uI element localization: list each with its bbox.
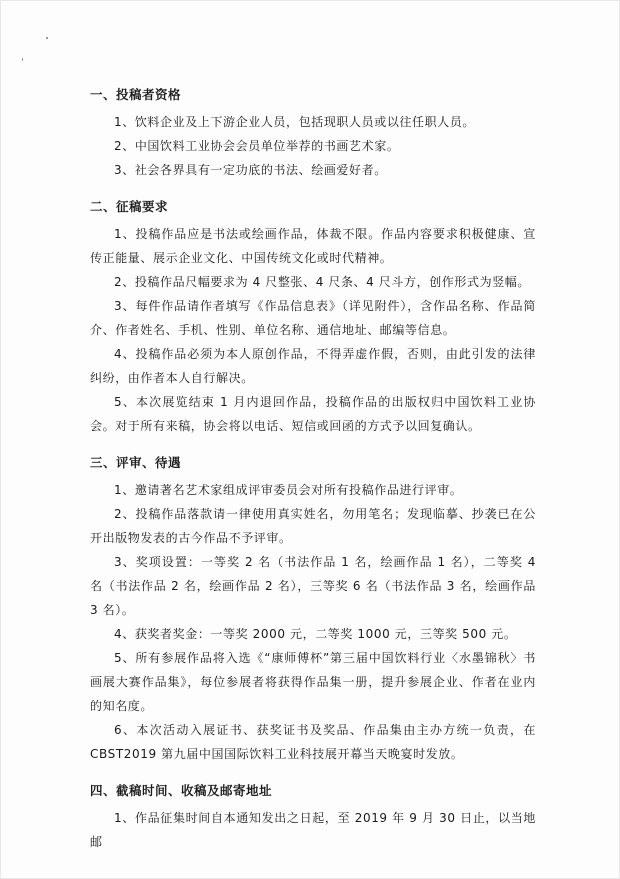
paragraph: 1、邀请著名艺术家组成评审委员会对所有投稿作品进行评审。 bbox=[114, 483, 463, 497]
paragraph: 5、所有参展作品将入选《“康师傅杯”第三届中国饮料行业〈水墨锦秋〉书画展大赛作品集》，每位参展者将获得作品集一册，提升参展企业、作者在业内的知名度。 bbox=[90, 651, 536, 713]
paragraph: 5、本次展览结束 1 月内退回作品，投稿作品的出版权归中国饮料工业协会。对于所有来稿，协会将以电话、短信或回函的方式予以回复确认。 bbox=[90, 395, 536, 433]
paragraph: 3、社会各界具有一定功底的书法、绘画爱好者。 bbox=[114, 163, 387, 177]
paragraph: 1、作品征集时间自本通知发出之日起，至 2019 年 9 月 30 日止，以当地邮 bbox=[90, 811, 536, 849]
paragraph: 3、每件作品请作者填写《作品信息表》（详见附件），含作品名称、作品简介、作者姓名、手机、性别、单位名称、通信地址、邮编等信息。 bbox=[90, 299, 536, 337]
paragraph: 1、饮料企业及上下游企业人员，包括现职人员或以往任职人员。 bbox=[114, 115, 476, 129]
document-body bbox=[90, 84, 536, 854]
paragraph: 2、投稿作品尺幅要求为 4 尺整张、4 尺条、4 尺斗方，创作形式为竖幅。 bbox=[114, 275, 530, 289]
paragraph: 3、奖项设置：一等奖 2 名（书法作品 1 名，绘画作品 1 名），二等奖 4 名（书法作品 2 名，绘画作品 2 名），三等奖 6 名（书法作品 3 名，绘画作品 3 名）。 bbox=[90, 555, 536, 617]
paragraph: 1、投稿作品应是书法或绘画作品，体裁不限。作品内容要求积极健康、宣传正能量、展示企业文化、中国传统文化或时代精神。 bbox=[90, 227, 536, 265]
scan-speck bbox=[22, 58, 23, 61]
paragraph: 2、投稿作品落款请一律使用真实姓名，勿用笔名；发现临摹、抄袭已在公开出版物发表的古今作品不予评审。 bbox=[90, 507, 536, 545]
paragraph: 4、获奖者奖金：一等奖 2000 元，二等奖 1000 元，三等奖 500 元。 bbox=[114, 627, 517, 641]
section-title-deadline: 四、截稿时间、收稿及邮寄地址 bbox=[90, 783, 273, 798]
paragraph: 2、中国饮料工业协会会员单位举荐的书画艺术家。 bbox=[114, 139, 400, 153]
paragraph: 4、投稿作品必须为本人原创作品，不得弄虚作假，否则，由此引发的法律纠纷，由作者本人自行解决。 bbox=[90, 347, 536, 385]
section-title-requirements: 二、征稿要求 bbox=[90, 199, 169, 214]
scan-speck bbox=[46, 37, 48, 39]
paragraph: 6、本次活动入展证书、获奖证书及奖品、作品集由主办方统一负责，在CBST2019 第九届中国国际饮料工业科技展开幕当天晚宴时发放。 bbox=[90, 723, 536, 761]
section-title-eligibility: 一、投稿者资格 bbox=[90, 87, 182, 102]
section-title-review: 三、评审、待遇 bbox=[90, 455, 182, 470]
